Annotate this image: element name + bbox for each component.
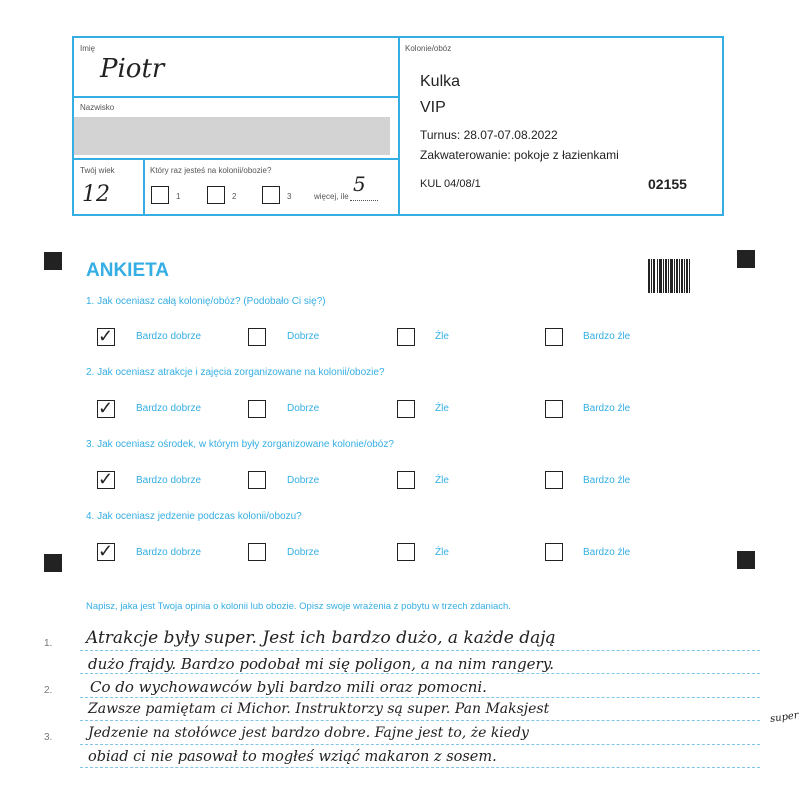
q4-option-bardzo-dobrze: Bardzo dobrze (136, 547, 202, 558)
q4-check-mark: ✓ (98, 541, 114, 561)
divider-wiek-razy (143, 158, 145, 216)
q4-option-bardzo-zle: Bardzo źle (583, 547, 631, 558)
divider-nazwisko-wiek (72, 158, 400, 160)
raz-2-checkbox[interactable] (207, 186, 225, 204)
q3-dobrze-checkbox[interactable] (248, 471, 266, 489)
survey-title: ANKIETA (86, 260, 170, 281)
raz-1-checkbox[interactable] (151, 186, 169, 204)
barcode (648, 259, 690, 293)
rule-line-2 (80, 673, 760, 674)
registration-marker-top-right (737, 250, 755, 268)
registration-marker-top-left (44, 252, 62, 270)
wiek-label: Twój wiek (80, 166, 115, 175)
camp-code: KUL 04/08/1 (420, 178, 481, 190)
raz-1-label: 1 (176, 192, 181, 201)
raz-2-label: 2 (232, 192, 237, 201)
opinion-handwriting-4[interactable]: Zawsze pamiętam ci Michor. Instruktorzy są super. Pan Maksjest (88, 701, 550, 717)
q2-bardzo-zle-checkbox[interactable] (545, 400, 563, 418)
question-3: 3. Jak oceniasz ośrodek, w którym były zorganizowane kolonie/obóz? (86, 439, 394, 450)
opinion-handwriting-1[interactable]: Atrakcje były super. Jest ich bardzo dużo, a każde dają (86, 628, 556, 648)
opinion-line-number-3: 3. (44, 732, 53, 743)
rule-line-5 (80, 744, 760, 745)
q1-option-zle: Źle (435, 331, 449, 342)
q1-check-mark: ✓ (98, 326, 114, 346)
q1-option-dobrze: Dobrze (287, 331, 320, 342)
q3-zle-checkbox[interactable] (397, 471, 415, 489)
q2-option-bardzo-dobrze: Bardzo dobrze (136, 403, 202, 414)
q4-option-zle: Źle (435, 547, 449, 558)
opinion-handwriting-3[interactable]: Co do wychowawców byli bardzo mili oraz pomocni. (90, 678, 487, 696)
q2-dobrze-checkbox[interactable] (248, 400, 266, 418)
q4-bardzo-dobrze-checkbox[interactable] (97, 543, 115, 561)
wiecej-label: więcej, ile (314, 192, 349, 201)
ktory-raz-label: Który raz jesteś na kolonii/obozie? (150, 166, 272, 175)
q1-zle-checkbox[interactable] (397, 328, 415, 346)
q4-dobrze-checkbox[interactable] (248, 543, 266, 561)
q4-bardzo-zle-checkbox[interactable] (545, 543, 563, 561)
q2-zle-checkbox[interactable] (397, 400, 415, 418)
opinion-line-number-1: 1. (44, 638, 53, 649)
q2-option-bardzo-zle: Bardzo źle (583, 403, 631, 414)
form-number: 02155 (648, 176, 687, 192)
kolonia-type: VIP (420, 99, 446, 116)
rule-line-1 (80, 650, 760, 651)
q3-bardzo-zle-checkbox[interactable] (545, 471, 563, 489)
opinion-handwriting-5[interactable]: Jedzenie na stołówce jest bardzo dobre. Fajne jest to, że kiedy (88, 725, 529, 741)
wiecej-dotted-line (350, 200, 378, 201)
q2-option-dobrze: Dobrze (287, 403, 320, 414)
q1-dobrze-checkbox[interactable] (248, 328, 266, 346)
q3-option-dobrze: Dobrze (287, 475, 320, 486)
registration-marker-bottom-right (737, 551, 755, 569)
question-1: 1. Jak oceniasz całą kolonię/obóz? (Podobało Ci się?) (86, 296, 326, 307)
wiecej-value[interactable]: 5 (353, 172, 366, 196)
q1-bardzo-zle-checkbox[interactable] (545, 328, 563, 346)
kolonia-name: Kulka (420, 73, 461, 90)
kolonie-label: Kolonie/obóz (405, 44, 452, 53)
rule-line-3 (80, 697, 760, 698)
q2-option-zle: Źle (435, 403, 449, 414)
q1-option-bardzo-dobrze: Bardzo dobrze (136, 331, 202, 342)
q1-bardzo-dobrze-checkbox[interactable] (97, 328, 115, 346)
divider-imie-nazwisko (72, 96, 400, 98)
q3-option-zle: Źle (435, 475, 449, 486)
opinion-prompt: Napisz, jaka jest Twoja opinia o kolonii lub obozie. Opisz swoje wrażenia z pobytu w trzech zdaniach. (86, 601, 511, 612)
wiek-value[interactable]: 12 (82, 182, 110, 207)
zakwaterowanie: Zakwaterowanie: pokoje z łazienkami (420, 148, 619, 162)
registration-marker-bottom-left (44, 554, 62, 572)
nazwisko-label: Nazwisko (80, 103, 115, 112)
q2-bardzo-dobrze-checkbox[interactable] (97, 400, 115, 418)
q3-option-bardzo-zle: Bardzo źle (583, 475, 631, 486)
raz-3-label: 3 (287, 192, 292, 201)
raz-3-checkbox[interactable] (262, 186, 280, 204)
q2-check-mark: ✓ (98, 398, 114, 418)
opinion-handwriting-2[interactable]: dużo frajdy. Bardzo podobał mi się poligon, a na nim rangery. (88, 655, 554, 673)
nazwisko-redacted (74, 117, 390, 155)
question-2: 2. Jak oceniasz atrakcje i zajęcia zorganizowane na kolonii/obozie? (86, 367, 385, 378)
opinion-margin-note: super (769, 710, 800, 725)
q3-check-mark: ✓ (98, 469, 114, 489)
imie-value[interactable]: Piotr (100, 54, 165, 84)
q1-option-bardzo-zle: Bardzo źle (583, 331, 631, 342)
q4-option-dobrze: Dobrze (287, 547, 320, 558)
rule-line-6 (80, 767, 760, 768)
q4-zle-checkbox[interactable] (397, 543, 415, 561)
question-4: 4. Jak oceniasz jedzenie podczas kolonii/obozu? (86, 511, 302, 522)
rule-line-4 (80, 720, 760, 721)
q3-option-bardzo-dobrze: Bardzo dobrze (136, 475, 202, 486)
opinion-line-number-2: 2. (44, 685, 53, 696)
imie-label: Imię (80, 44, 96, 53)
opinion-handwriting-6[interactable]: obiad ci nie pasował to mogłeś wziąć makaron z sosem. (88, 749, 497, 765)
q3-bardzo-dobrze-checkbox[interactable] (97, 471, 115, 489)
turnus: Turnus: 28.07-07.08.2022 (420, 128, 558, 142)
